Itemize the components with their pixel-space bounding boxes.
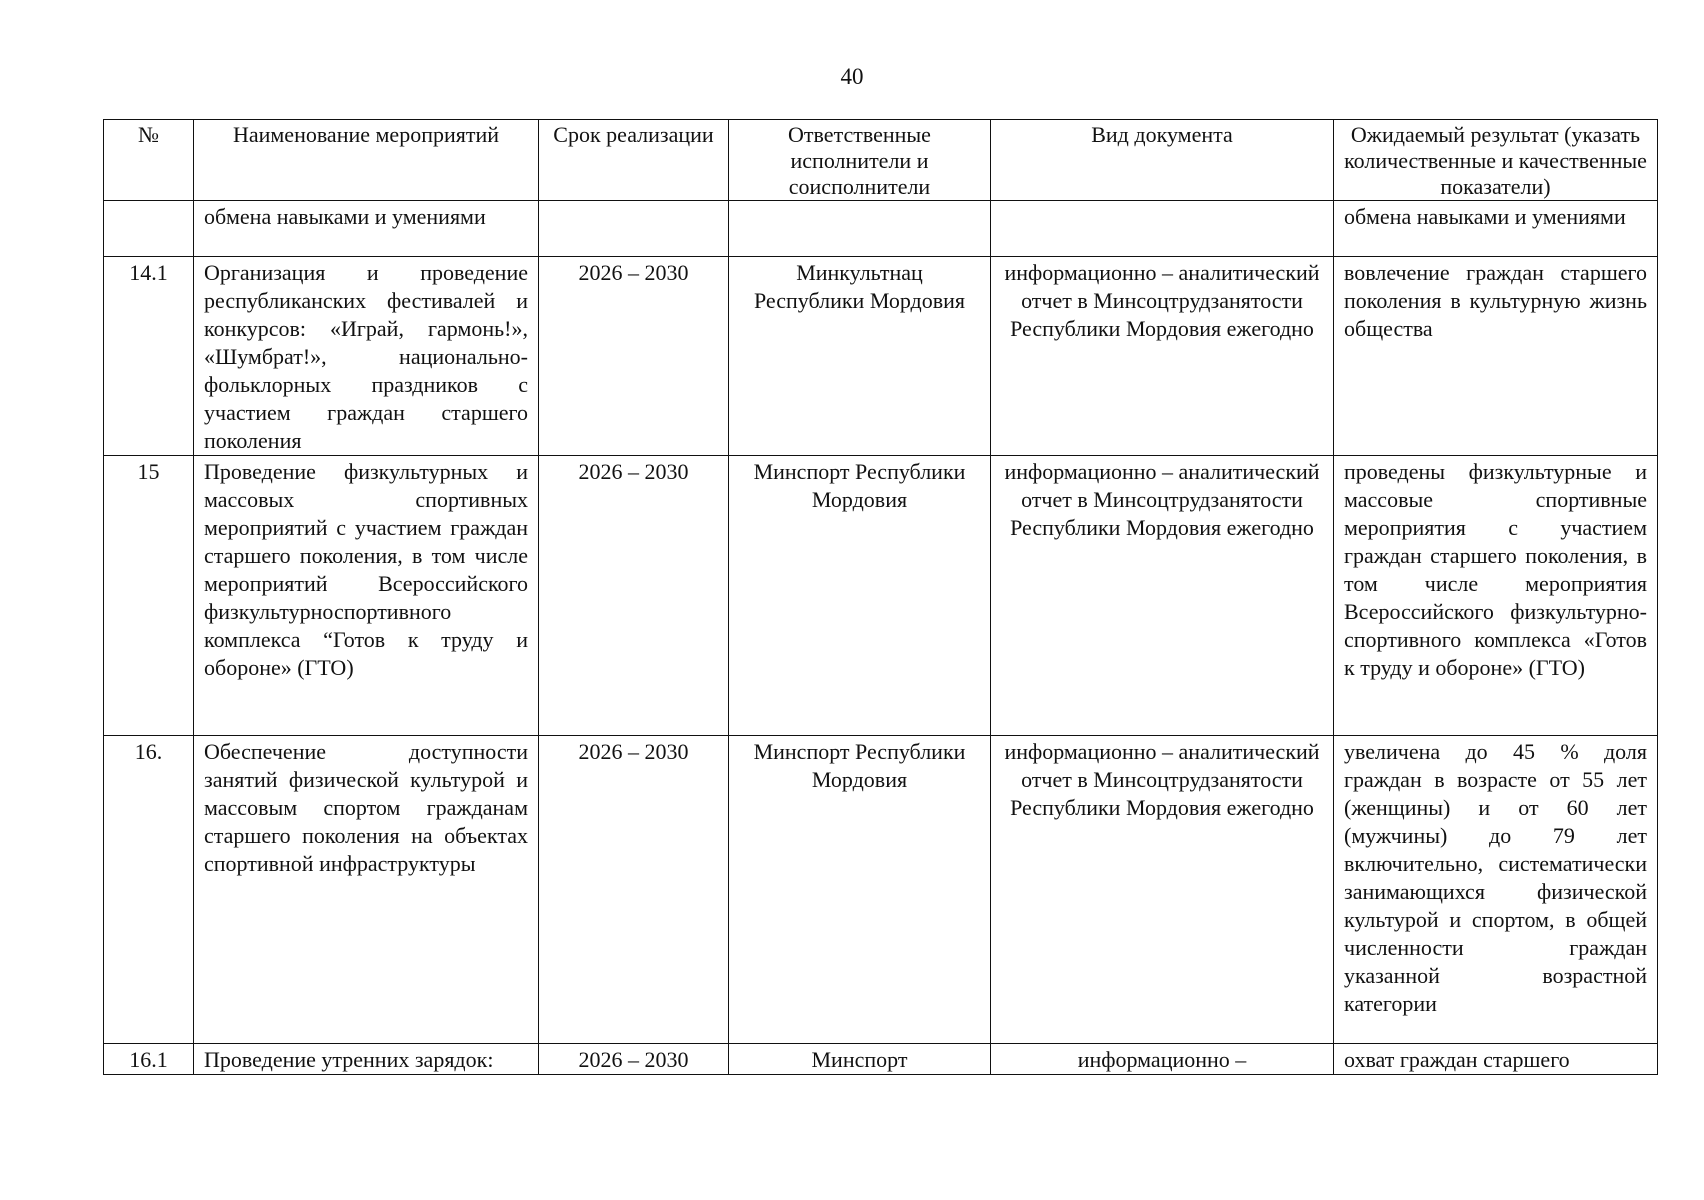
- row-document: информационно – аналитический отчет в Минсоцтрудзанятости Республики Мордовия ежегодно: [991, 736, 1334, 1044]
- header-number: №: [104, 120, 194, 201]
- page-number: 40: [840, 64, 864, 89]
- row-result: охват граждан старшего: [1334, 1044, 1658, 1075]
- table-row: [104, 257, 1658, 456]
- row-document: [991, 201, 1334, 257]
- row-term: 2026 – 2030: [539, 736, 729, 1044]
- row-term: [539, 201, 729, 257]
- table-row: [104, 456, 1658, 736]
- plan-table: [103, 119, 1658, 1075]
- row-result: проведены физкультурные и массовые спортивные мероприятия с участием граждан старшего поколения, в том числе мероприятия Всероссийского физкультурно-спортивного комплекса «Готов к труду и обороне» (ГТО): [1334, 456, 1658, 736]
- row-term: 2026 – 2030: [539, 456, 729, 736]
- header-term: Срок реализации: [539, 120, 729, 201]
- row-number: 15: [104, 456, 194, 736]
- row-document: информационно –: [991, 1044, 1334, 1075]
- row-executors: Минкультнац Республики Мордовия: [729, 257, 991, 456]
- row-name: Обеспечение доступности занятий физической культурой и массовым спортом гражданам старшего поколения на объектах спортивной инфраструктуры: [194, 736, 539, 1044]
- row-document: информационно – аналитический отчет в Минсоцтрудзанятости Республики Мордовия ежегодно: [991, 456, 1334, 736]
- row-number: 16.: [104, 736, 194, 1044]
- header-name: Наименование мероприятий: [194, 120, 539, 201]
- row-number: 14.1: [104, 257, 194, 456]
- table-header-row: [104, 120, 1658, 201]
- row-result: обмена навыками и умениями: [1334, 201, 1658, 257]
- row-result: увеличена до 45 % доля граждан в возрасте от 55 лет (женщины) и от 60 лет (мужчины) до 79 лет включительно, систематически занимающихся физической культурой и спортом, в общей численности граждан указанной возрастной категории: [1334, 736, 1658, 1044]
- row-name: обмена навыками и умениями: [194, 201, 539, 257]
- row-executors: Минспорт Республики Мордовия: [729, 736, 991, 1044]
- row-name: Организация и проведение республиканских фестивалей и конкурсов: «Играй, гармонь!», «Шумбрат!», национально-фольклорных праздников с участием граждан старшего поколения: [194, 257, 539, 456]
- row-number: [104, 201, 194, 257]
- row-number: 16.1: [104, 1044, 194, 1075]
- row-executors: Минспорт: [729, 1044, 991, 1075]
- header-document: Вид документа: [991, 120, 1334, 201]
- row-executors: [729, 201, 991, 257]
- row-document: информационно – аналитический отчет в Минсоцтрудзанятости Республики Мордовия ежегодно: [991, 257, 1334, 456]
- row-name: Проведение утренних зарядок:: [194, 1044, 539, 1075]
- row-name: Проведение физкультурных и массовых спортивных мероприятий с участием граждан старшего поколения, в том числе мероприятий Всероссийского физкультурноспортивного комплекса “Готов к труду и обороне» (ГТО): [194, 456, 539, 736]
- row-term: 2026 – 2030: [539, 257, 729, 456]
- row-term: 2026 – 2030: [539, 1044, 729, 1075]
- header-executors: Ответственные исполнители и соисполнители: [729, 120, 991, 201]
- table-row: [104, 201, 1658, 257]
- row-result: вовлечение граждан старшего поколения в культурную жизнь общества: [1334, 257, 1658, 456]
- table-row: [104, 736, 1658, 1044]
- row-executors: Минспорт Республики Мордовия: [729, 456, 991, 736]
- header-result: Ожидаемый результат (указать количественные и качественные показатели): [1334, 120, 1658, 201]
- table-row: [104, 1044, 1658, 1075]
